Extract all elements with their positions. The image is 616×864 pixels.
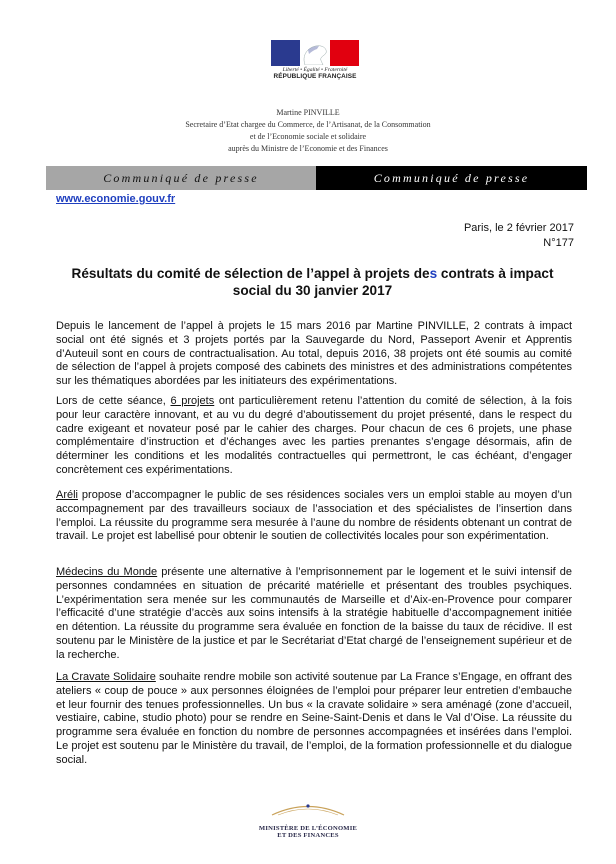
website-link[interactable]: www.economie.gouv.fr	[56, 193, 176, 205]
marianne-profile-icon	[291, 41, 341, 65]
paragraph-medecins-du-monde: Médecins du Monde présente une alternative à l’emprisonnement par le logement et le suivi intensif de personnes condamnées en situation de précarité matérielle et présentant des troubles psychiques. L’expérimentation sera menée sur les communautés de Marseille et d’Aix-en-Provence pour comparer l’efficacité d’une stratégie d’accès aux soins intensifs à la stratégie habituelle d’accompagnement initiée en détention. La réussite du programme sera évaluée en fonction de la baisse du taux de récidive. Il est soutenu par le Ministère de la justice et par le Secrétariat d’Etat chargé de l’enseignement supérieur et de la recherche.	[56, 566, 572, 661]
paragraph-cravate-solidaire: La Cravate Solidaire souhaite rendre mobile son activité soutenue par La France s’Engage, en offrant des ateliers « coup de pouce » aux personnes éloignées de l’emploi pour préparer leur entretien d’embauche et leur fournir des tenues professionnelles. Un bus « la cravate solidaire » sera aménagé (zone d’accueil, vestiaire, cabine, studio photo) pour se rendre en Seine-Saint-Denis et dans le Val d’Oise. La réussite du programme sera évaluée en fonction du nombre de personnes accompagnées et insérées dans l’emploi. Le projet est soutenu par le Ministère du travail, de l’emploi, de la formation professionnelle et du dialogue social.	[56, 671, 572, 766]
page-title: Résultats du comité de sélection de l’appel à projets des contrats à impact social du 30 janvier 2017	[71, 266, 554, 298]
release-number: N°177	[543, 237, 574, 249]
paragraph-areli: Aréli propose d’accompagner le public de ses résidences sociales vers un emploi stable au moyen d’un accompagnement par des travailleurs sociaux de l’association et des spécialistes de l’insertion dans l’emploi. La réussite du programme sera mesurée à l’aune du nombre de résidents obtenant un contrat de travail. Le projet est labellisé pour obtenir le soutien de collectivités locales pour son expérimentation.	[56, 489, 572, 543]
minister-title-line3: auprès du Ministre de l’Economie et des Finances	[228, 144, 388, 153]
ministry-logo	[256, 802, 360, 839]
republique-francaise-logo	[271, 40, 359, 80]
ministry-name-line1: MINISTÈRE DE L’ÉCONOMIE	[258, 825, 358, 832]
tricolor-flag-icon	[271, 40, 359, 66]
republic-motto: Liberté • Égalité • Fraternité	[282, 67, 348, 73]
banner-label-right: Communiqué de presse	[316, 166, 587, 190]
date: Paris, le 2 février 2017	[463, 222, 574, 234]
ministry-name-line2: ET DES FINANCES	[277, 832, 339, 839]
dateline	[464, 221, 574, 251]
minister-title-line1: Secretaire d’Etat chargee du Commerce, de l’Artisanat, de la Consommation	[185, 120, 431, 129]
paragraph-session: Lors de cette séance, 6 projets ont particulièrement retenu l’attention du comité de sélection, à la fois pour leur caractère innovant, et au vu du degré d’aboutissement du projet présenté, dans le respect du cadre exigeant et novateur posé par le cahier des charges. Pour chacun de ces 6 projets, une phase complémentaire d’instruction et d’échanges avec les parties prenantes s’engage désormais, afin de déterminer les conditions et les modalités contractuelles qui permettront, le cas échéant, d’engager concrètement ces expérimentations.	[56, 395, 572, 476]
minister-name: Martine PINVILLE	[276, 108, 340, 117]
banner-label-left: Communiqué de presse	[46, 166, 316, 190]
paragraph-intro: Depuis le lancement de l’appel à projets le 15 mars 2016 par Martine PINVILLE, 2 contrats à impact social ont été signés et 3 projets portés par la Sauvegarde du Nord, Passeport Avenir et Apprentis d’Auteuil sont en cours de contractualisation. Au total, depuis 2016, 38 projets ont été soumis au comité de sélection de l’appel à projets composé des cabinets des ministres et des administrations compétentes sur les thématiques abordées par les initiateurs des expérimentations.	[56, 320, 572, 388]
minister-title-line2: et de l’Economie sociale et solidaire	[249, 132, 367, 141]
press-release-banner	[46, 166, 587, 190]
ministry-arc-icon	[268, 802, 348, 816]
republic-name: RÉPUBLIQUE FRANÇAISE	[273, 73, 357, 80]
